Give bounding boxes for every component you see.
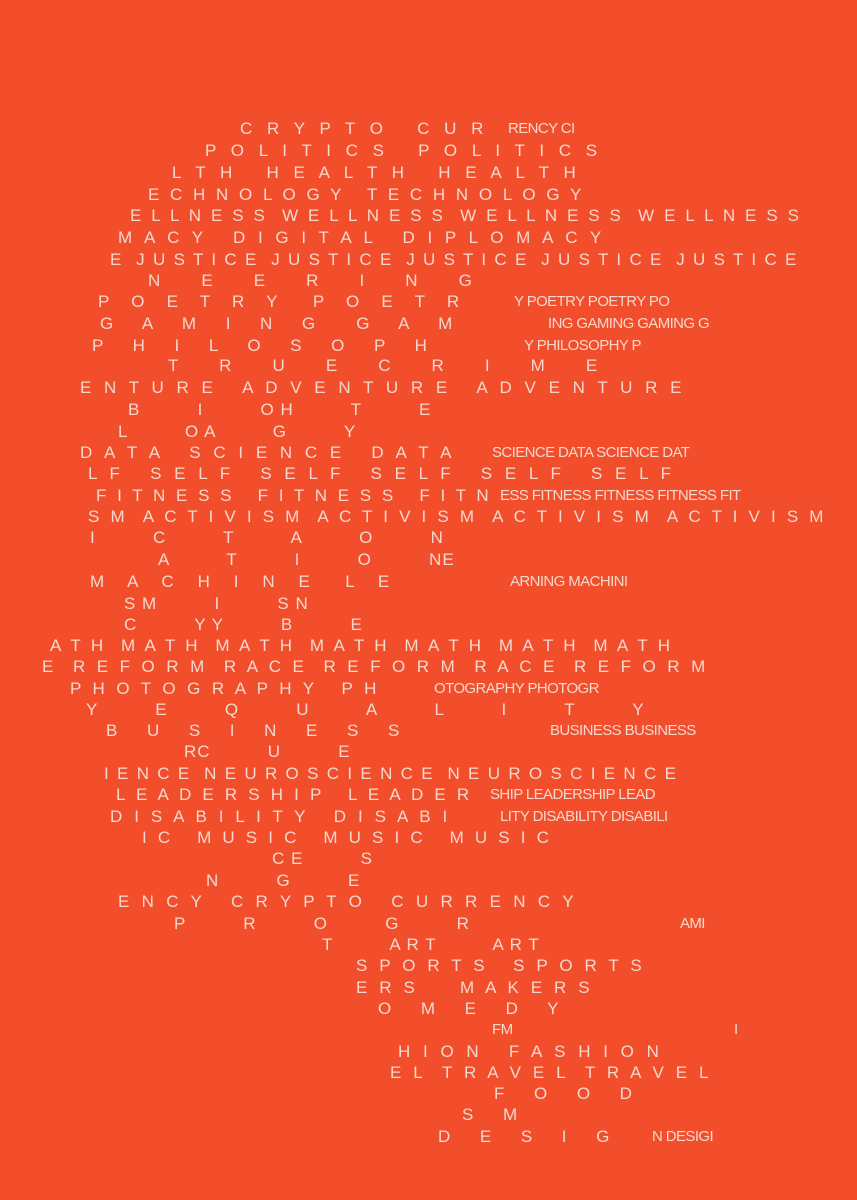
text-segment: I — [734, 1021, 738, 1038]
text-segment: I C M U S I C M U S I C M U S I C — [142, 828, 553, 847]
text-line — [0, 848, 857, 870]
text-segment: T R U E C R I M E — [168, 356, 599, 375]
text-line — [0, 1062, 857, 1084]
text-segment: BUSINESS BUSINESS — [550, 722, 696, 739]
text-line — [0, 377, 857, 399]
text-segment: L O A G Y — [118, 422, 357, 441]
text-segment: ING GAMING GAMING G — [548, 315, 710, 332]
text-segment: T A R T A R T — [322, 935, 540, 954]
text-segment: SHIP LEADERSHIP LEAD — [490, 786, 656, 803]
text-segment: I E N C E N E U R O S C I E N C E N E U R O S C I E N C E — [104, 764, 678, 783]
text-line — [0, 313, 857, 335]
text-line — [0, 827, 857, 849]
text-segment: G A M I N G G A M — [100, 314, 454, 333]
text-line — [0, 635, 857, 657]
text-line — [0, 549, 857, 571]
text-segment: Y E Q U A L I T Y — [86, 700, 645, 719]
text-segment: LITY DISABILITY DISABILI — [500, 808, 668, 825]
text-line — [0, 205, 857, 227]
text-segment: AMI — [680, 915, 705, 932]
text-segment: SCIENCE DATA SCIENCE DAT — [492, 444, 690, 461]
text-line — [0, 720, 857, 742]
text-line — [0, 1104, 857, 1126]
text-line — [0, 506, 857, 528]
text-segment: FM — [492, 1021, 513, 1038]
text-line — [0, 784, 857, 806]
text-line — [0, 678, 857, 700]
text-segment: B I O H T E — [128, 400, 432, 419]
text-line — [0, 656, 857, 678]
text-segment: RC U E — [184, 742, 351, 761]
text-segment: D A T A S C I E N C E D A T A — [80, 443, 456, 462]
text-segment: E C H N O L O G Y T E C H N O L O G Y — [148, 185, 585, 204]
text-segment: A T I O NE — [158, 550, 455, 569]
text-segment: S M — [462, 1105, 519, 1124]
text-line — [0, 270, 857, 292]
text-segment: E R S M A K E R S — [356, 978, 594, 997]
text-line — [0, 162, 857, 184]
text-line — [0, 977, 857, 999]
text-segment: E N T U R E A D V E N T U R E A D V E N T U R E — [80, 378, 686, 397]
text-line — [0, 463, 857, 485]
text-line — [0, 699, 857, 721]
text-line — [0, 485, 857, 507]
text-segment: M A C Y D I G I T A L D I P L O M A C Y — [118, 228, 606, 247]
text-segment: P H I L O S O P H — [92, 336, 428, 355]
text-segment: I C T A O N — [90, 528, 444, 547]
text-segment: N DESIGI — [652, 1128, 714, 1145]
text-segment: N G E — [206, 871, 361, 890]
text-segment: E R E F O R M R A C E R E F O R M R A C E R E F O R M — [42, 657, 709, 676]
text-line — [0, 998, 857, 1020]
text-segment: ARNING MACHINI — [510, 573, 628, 590]
text-segment: C Y Y B E — [124, 615, 363, 634]
text-segment: C R Y P T O C U R — [240, 119, 489, 138]
text-segment: M A C H I N E L E — [90, 572, 391, 591]
text-segment: Y PHILOSOPHY P — [524, 337, 641, 354]
text-line — [0, 355, 857, 377]
text-line — [0, 870, 857, 892]
text-line — [0, 934, 857, 956]
text-line — [0, 249, 857, 271]
text-line — [0, 421, 857, 443]
text-segment: L T H H E A L T H H E A L T H — [172, 163, 581, 182]
text-segment: P O E T R Y P O E T R — [98, 292, 462, 311]
text-segment: F O O D — [494, 1084, 633, 1103]
text-line — [0, 1019, 857, 1041]
text-line — [0, 335, 857, 357]
text-segment: ESS FITNESS FITNESS FITNESS FIT — [500, 487, 741, 504]
text-segment: D E S I G — [438, 1127, 611, 1146]
text-line — [0, 140, 857, 162]
text-segment: S P O R T S S P O R T S — [356, 956, 646, 975]
text-line — [0, 399, 857, 421]
text-line — [0, 763, 857, 785]
text-segment: E L L N E S S W E L L N E S S W E L L N E S S W E L L N E S S — [130, 206, 802, 225]
text-segment: OTOGRAPHY PHOTOGR — [434, 680, 599, 697]
text-segment: P H O T O G R A P H Y P H — [70, 679, 380, 698]
text-segment: S M I S N — [124, 594, 309, 613]
text-segment: A T H M A T H M A T H M A T H M A T H M A T H M A T H — [50, 636, 673, 655]
text-segment: E N C Y C R Y P T O C U R R E N C Y — [118, 892, 578, 911]
text-line — [0, 913, 857, 935]
text-segment: L E A D E R S H I P L E A D E R — [116, 785, 473, 804]
text-segment: P R O G R — [174, 914, 470, 933]
text-line — [0, 118, 857, 140]
text-line — [0, 527, 857, 549]
text-segment: L F S E L F S E L F S E L F S E L F S E L F — [88, 464, 676, 483]
text-segment: O M E D Y — [378, 999, 560, 1018]
text-segment: N E E R I N G — [148, 271, 473, 290]
text-segment: RENCY CI — [508, 120, 575, 137]
text-segment: Y POETRY POETRY PO — [514, 293, 670, 310]
text-segment: E L T R A V E L T R A V E L — [390, 1063, 713, 1082]
text-line — [0, 442, 857, 464]
text-segment: D I S A B I L I T Y D I S A B I — [110, 807, 451, 826]
text-line — [0, 227, 857, 249]
text-segment: F I T N E S S F I T N E S S F I T N — [96, 486, 492, 505]
text-segment: E J U S T I C E J U S T I C E J U S T I C E J U S T I C E J U S T I C E — [110, 250, 799, 269]
text-segment: H I O N F A S H I O N — [398, 1042, 663, 1061]
text-line — [0, 955, 857, 977]
text-line — [0, 891, 857, 913]
text-line — [0, 614, 857, 636]
text-line — [0, 571, 857, 593]
text-segment: P O L I T I C S P O L I T I C S — [205, 141, 603, 160]
text-line — [0, 291, 857, 313]
text-line — [0, 593, 857, 615]
text-line — [0, 184, 857, 206]
text-line — [0, 1041, 857, 1063]
text-line — [0, 741, 857, 763]
text-line — [0, 1126, 857, 1148]
text-line — [0, 806, 857, 828]
text-segment: B U S I N E S S — [106, 721, 401, 740]
text-segment: S M A C T I V I S M A C T I V I S M A C T I V I S M A C T I V I S M — [88, 507, 827, 526]
text-segment: C E S — [272, 849, 373, 868]
text-line — [0, 1083, 857, 1105]
